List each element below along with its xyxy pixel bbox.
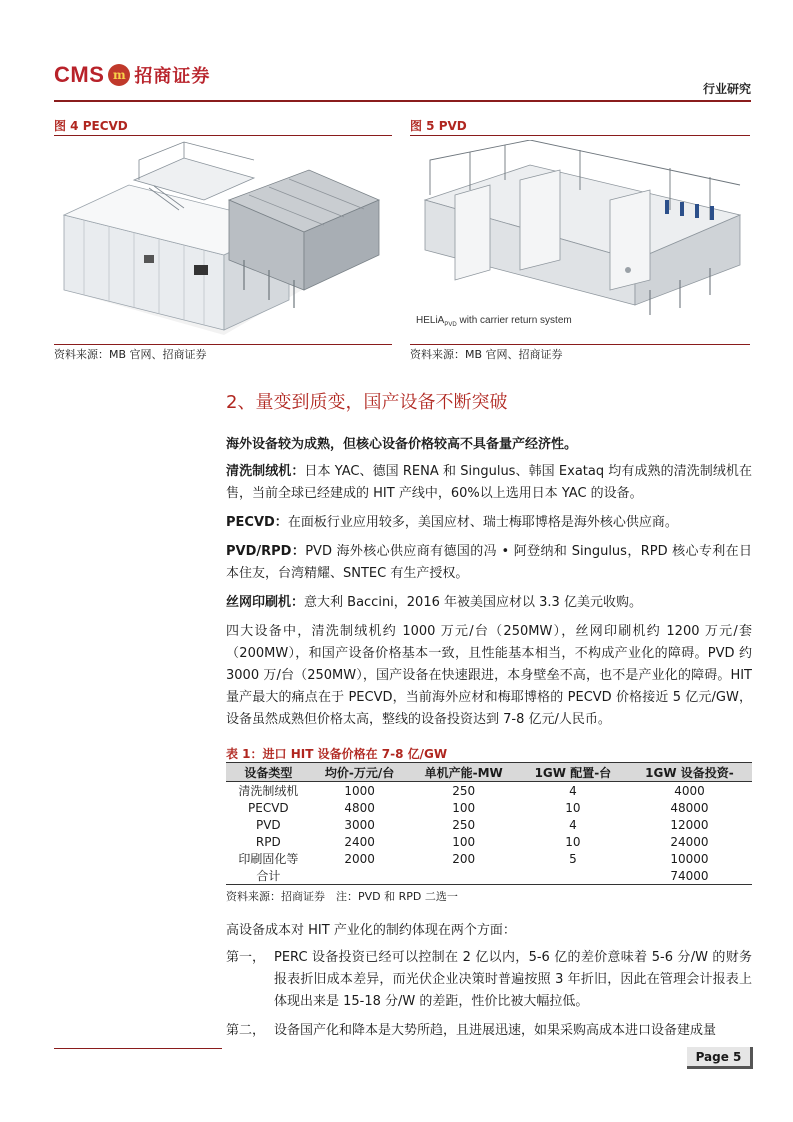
header-divider [54, 100, 751, 102]
cost-intro: 高设备成本对 HIT 产业化的制约体现在两个方面： [226, 923, 516, 938]
table-cell: PECVD [248, 800, 289, 815]
table-cell: 4800 [344, 800, 375, 815]
pecvd-machine-illustration [54, 140, 392, 340]
paragraph-label: PVD/RPD： [226, 544, 306, 559]
table-cell: 合计 [226, 867, 311, 885]
paragraph-printing [226, 592, 752, 614]
table-cell: 2400 [344, 834, 375, 849]
table-cell: 10 [565, 834, 581, 849]
figure-5-title: 图 5 PVD [410, 119, 467, 133]
table-cell: 3000 [344, 817, 375, 832]
company-logo [54, 60, 210, 90]
cost-item-2-text: 设备国产化和降本是大势所趋，且进展迅速，如果采购高成本进口设备建成量 [274, 1023, 717, 1038]
table-header-cell: 均价-万元/台 [311, 763, 409, 782]
table-cell: 12000 [670, 817, 709, 832]
table-cell: 10000 [670, 851, 709, 866]
figure-4-top-rule [54, 135, 392, 136]
table-cell: 74000 [627, 867, 752, 885]
page-number: Page 5 [687, 1047, 753, 1069]
table-header-row [226, 763, 752, 782]
table-title: 表 1：进口 HIT 设备价格在 7-8 亿/GW [226, 747, 448, 761]
table-row-total [226, 867, 752, 885]
table-cell: 2000 [344, 851, 375, 866]
cost-item-1-label: 第一， [226, 950, 266, 965]
table-cell: 5 [569, 851, 577, 866]
caption-main: HELiA [416, 315, 445, 326]
table-header-cell: 1GW 设备投资- [627, 763, 752, 782]
table-cell: 印刷固化等 [238, 852, 299, 866]
table-cell: 4000 [674, 783, 705, 798]
table-cell: RPD [255, 834, 281, 849]
table-cell: 100 [452, 800, 476, 815]
paragraph-text: 在面板行业应用较多，美国应材、瑞士梅耶博格是海外核心供应商。 [287, 515, 678, 530]
table-cell: PVD [255, 817, 281, 832]
pvd-machine-illustration [410, 140, 750, 340]
figure-4-bottom-rule [54, 344, 392, 345]
table-cell: 1000 [344, 783, 375, 798]
table-cell: 10 [565, 800, 581, 815]
table-source: 资料来源：招商证券 注：PVD 和 RPD 二选一 [226, 890, 458, 903]
logo-mark-icon: m [108, 64, 130, 86]
paragraph-four-equipment: 四大设备中，清洗制绒机约 1000 万元/台（250MW），丝网印刷机约 1200 万元/套（200MW），和国产设备价格基本一致，且性能基本相当，不构成产业化的障碍。PVD 约 3000 万/台（250MW），国产设备在快速跟进，本身壁垒不高，也不是产业化的障碍。HIT 量产最大的痛点在于 PECVD，当前海外应材和梅耶博格的 PECVD 价格接近 5 亿元/GW，设备虽然成熟但价格太高，整线的设备投资达到 7-8 亿元/人民币。 [226, 624, 752, 727]
table-row [226, 850, 752, 867]
logo-chinese-text: 招商证券 [134, 66, 211, 87]
paragraph-cleaning [226, 461, 752, 505]
table-cell: 250 [452, 783, 476, 798]
table-row [226, 782, 752, 800]
logo-cms-text: CMS [54, 62, 105, 87]
paragraph-text: 意大利 Baccini，2016 年被美国应材以 3.3 亿美元收购。 [304, 595, 642, 610]
figure-4-title: 图 4 PECVD [54, 119, 128, 133]
paragraph-pecvd [226, 512, 752, 534]
figure-5-top-rule [410, 135, 750, 136]
cost-item-1-text: PERC 设备投资已经可以控制在 2 亿以内，5-6 亿的差价意味着 5-6 分/W 的财务报表折旧成本差异，而光伏企业决策时普遍按照 3 年折旧，因此在管理会计报表上体现出来是 15-18 分/W 的差距，性价比被大幅拉低。 [274, 950, 752, 1009]
table-cell: 48000 [670, 800, 709, 815]
table-row [226, 816, 752, 833]
paragraph-label: 清洗制绒机： [226, 464, 305, 479]
table-cell: 4 [569, 783, 577, 798]
paragraph-label: PECVD： [226, 515, 288, 530]
table-cell [311, 867, 409, 885]
caption-rest: with carrier return system [456, 315, 572, 326]
report-type: 行业研究 [702, 82, 751, 96]
equipment-price-table [226, 762, 752, 885]
table-cell: 清洗制绒机 [238, 784, 299, 798]
footer-divider [54, 1048, 222, 1049]
lead-paragraph: 海外设备较为成熟，但核心设备价格较高不具备量产经济性。 [226, 437, 578, 452]
table-cell [519, 867, 627, 885]
paragraph-label: 丝网印刷机： [226, 595, 305, 610]
table-cell: 100 [452, 834, 476, 849]
table-cell: 24000 [670, 834, 709, 849]
table-header-cell: 设备类型 [226, 763, 311, 782]
table-row [226, 833, 752, 850]
table-cell [409, 867, 519, 885]
caption-sub: PVD [444, 322, 457, 328]
paragraph-text: 日本 YAC、德国 RENA 和 Singulus、韩国 Exataq 均有成熟的清洗制绒机在售，当前全球已经建成的 HIT 产线中，60%以上选用日本 YAC 的设备。 [226, 464, 752, 501]
paragraph-pvd-rpd [226, 541, 752, 585]
section-title: 2、量变到质变，国产设备不断突破 [226, 392, 508, 413]
table-cell: 250 [452, 817, 476, 832]
figure-5-source: 资料来源：MB 官网、招商证券 [410, 348, 563, 361]
figure-5-caption [416, 315, 572, 328]
paragraph-text: PVD 海外核心供应商有德国的冯 • 阿登纳和 Singulus，RPD 核心专利在日本住友，台湾精耀、SNTEC 有生产授权。 [226, 544, 752, 581]
figure-5-bottom-rule [410, 344, 750, 345]
table-row [226, 799, 752, 816]
table-cell: 4 [569, 817, 577, 832]
table-cell: 200 [452, 851, 476, 866]
table-header-cell: 1GW 配置-台 [519, 763, 627, 782]
figure-4-source: 资料来源：MB 官网、招商证券 [54, 348, 207, 361]
table-header-cell: 单机产能-MW [409, 763, 519, 782]
cost-item-2-label: 第二， [226, 1023, 266, 1038]
